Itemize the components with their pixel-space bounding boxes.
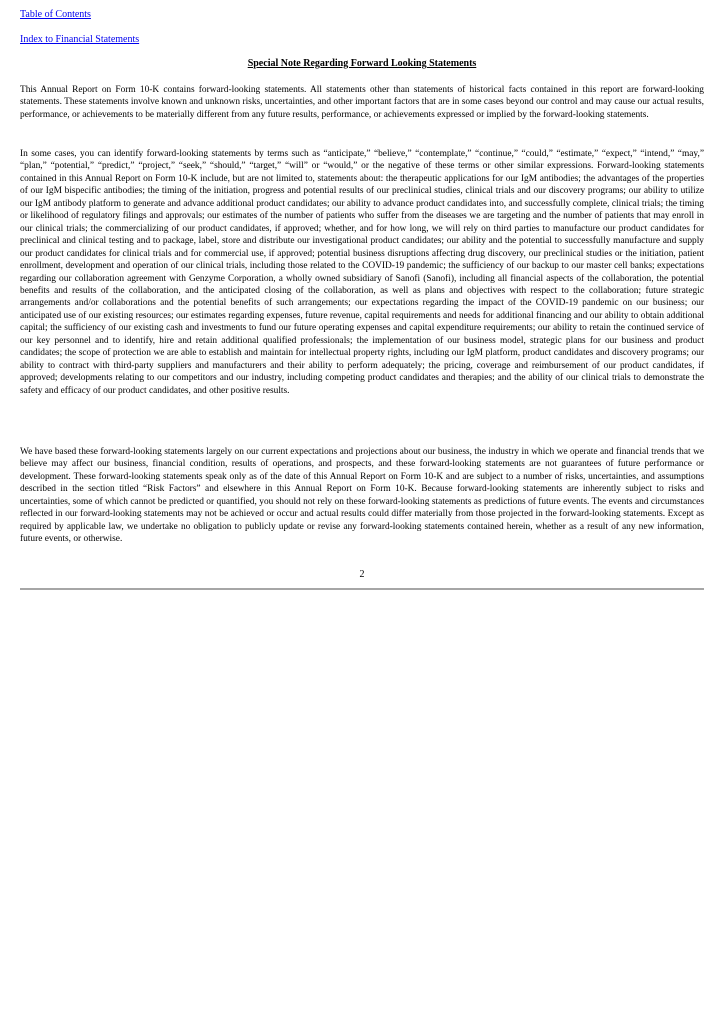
paragraph-examples: In some cases, you can identify forward-looking statements by terms such as “anticipate,” “believe,” “contemplate,” “continue,” “could,” “estimate,” “expect,” “intend,” “may,” “plan,” “potential,” “predict,” “project,” “seek,” “should,” “target,” “will” or “would,” or the negative of these terms or other similar expressions. Forward-looking statements contained in this Annual Report on Form 10-K include, but are not limited to, statements about: the therapeutic applications for our IgM antibodies; the advantages of the properties of our IgM bispecific antibodies; the timing of the initiation, progress and potential results of our preclinical studies, clinical trials and our discovery programs; our ability to utilize our IgM antibody platform to generate and advance additional product candidates; our ability to advance product candidates into, and successfully complete, clinical trials; the timing or likelihood of regulatory filings and approvals; our estimates of the number of patients who suffer from the diseases we are targeting and the number of patients that may enroll in our clinical trials; the commercializing of our product candidates, if approved; whether, and for how long, we will rely on third parties to manufacture our product candidates for preclinical and clinical testing and to package, label, store and distribute our investigational product candidates; our ability and the potential to successfully manufacture and supply our product candidates for clinical trials and for commercial use, if approved; potential business disruptions affecting drug discovery, our preclinical studies or the initiation, patient enrollment, development and operation of our clinical trials, including those related to the COVID-19 pandemic; the sufficiency of our backup to our master cell banks; expectations regarding our collaboration agreement with Genzyme Corporation, a wholly owned subsidiary of Sanofi (Sanofi), including all financial aspects of the collaboration, the potential benefits and results of the collaboration, and the anticipated closing of the collaboration, as well as plans and objectives with respect to the collaboration; future strategic arrangements and/or collaborations and the potential benefits of such arrangements; our expectations regarding the impact of the COVID-19 pandemic on our business; our anticipated use of our existing resources; our estimates regarding expenses, future revenue, capital requirements and needs for additional financing and our ability to obtain additional capital; the sufficiency of our existing cash and investments to fund our future operating expenses and capital expenditure requirements; our ability to retain the continued service of our key personnel and to identify, hire and retain additional qualified professionals; the implementation of our business model, strategic plans for our business and product candidates; the scope of protection we are able to establish and maintain for intellectual property rights, including our IgM platform, product candidates and discovery programs; our ability to contract with third-party suppliers and manufacturers and their ability to perform adequately; the pricing, coverage and reimbursement of our product candidates, if approved; developments relating to our competitors and our industry, including competing product candidates and therapies; and the ability of our clinical trials to demonstrate the safety and efficacy of our product candidates, and other positive results. [20,149,704,396]
section-title: Special Note Regarding Forward Looking Statements [247,58,477,69]
table-of-contents-link[interactable]: Table of Contents [20,9,91,20]
paragraph-basis: We have based these forward-looking statements largely on our current expectations and projections about our business, the industry in which we operate and financial trends that we believe may affect our business, financial condition, results of operations, and prospects, and these forward-looking statements are not guarantees of future performance or development. These forward-looking statements speak only as of the date of this Annual Report on Form 10-K and are subject to a number of risks, uncertainties, and assumptions described in the section titled “Risk Factors” and elsewhere in this Annual Report on Form 10-K. Because forward-looking statements are inherently subject to risks and uncertainties, some of which cannot be predicted or quantified, you should not rely on these forward-looking statements as predictions of future events. The events and circumstances reflected in our forward-looking statements may not be achieved or occur and actual results could differ materially from those projected in the forward-looking statements. Except as required by applicable law, we undertake no obligation to publicly update or revise any forward-looking statements contained herein, whether as a result of any new information, future events, or otherwise. [20,447,704,545]
paragraph-intro: This Annual Report on Form 10-K contains forward-looking statements. All statements other than statements of historical facts contained in this report are forward-looking statements. These statements involve known and unknown risks, uncertainties, and other important factors that are in some cases beyond our control and may cause our actual results, performance, or achievements to be materially different from any future results, performance, or achievements expressed or implied by the forward-looking statements. [20,85,704,120]
page-divider [20,588,704,590]
page-number: 2 [359,569,365,580]
index-to-financial-statements-link[interactable]: Index to Financial Statements [20,34,140,45]
